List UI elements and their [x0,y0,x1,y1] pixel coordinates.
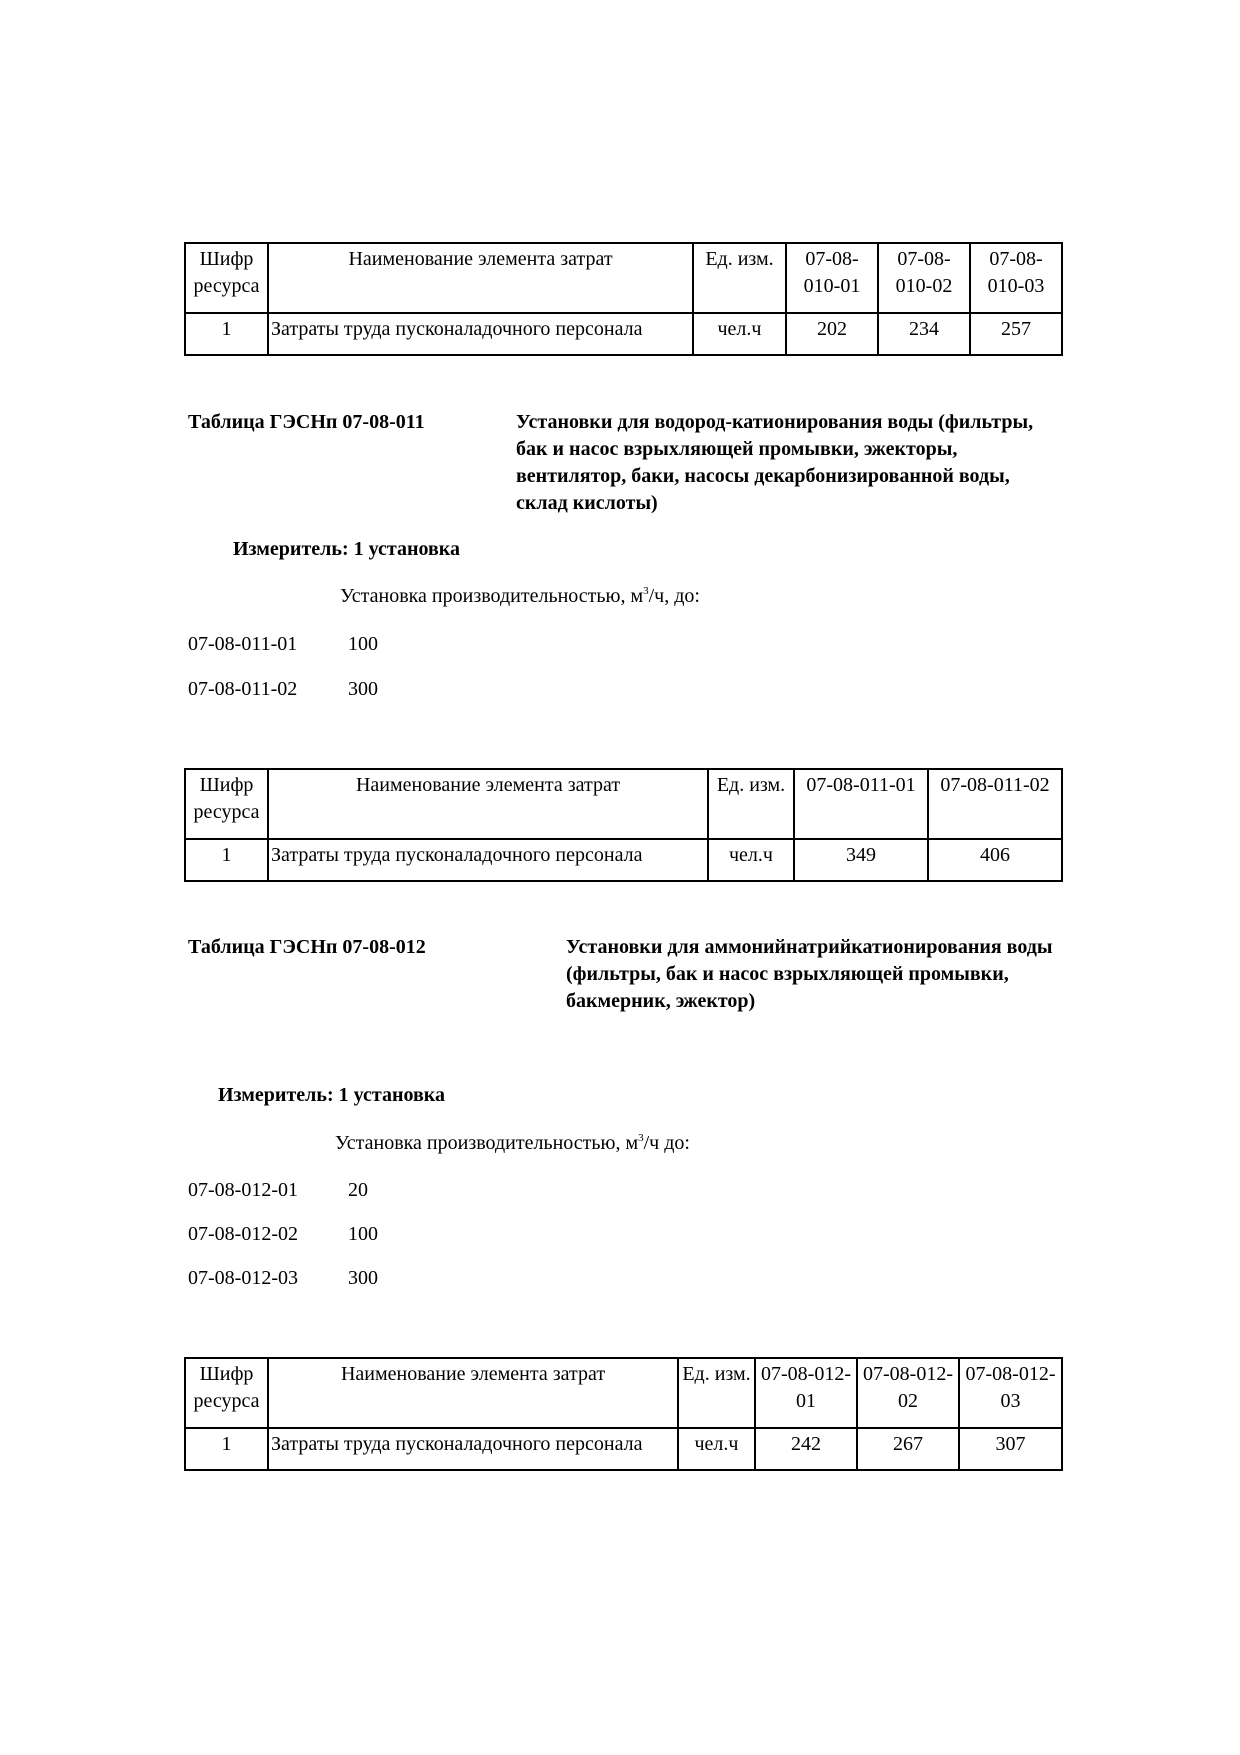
cell-value: 307 [959,1428,1062,1470]
cell-value: 202 [786,313,878,355]
cell-cost-element: Затраты труда пусконаладочного персонала [268,313,693,355]
table-row [185,313,1062,355]
header-code-column: 07-08-012-03 [959,1358,1062,1428]
header-code-column: 07-08-012-02 [857,1358,959,1428]
table-header-row [185,1358,1062,1428]
cell-value: 242 [755,1428,857,1470]
code-number: 07-08-012-02 [188,1223,298,1245]
table-header-row [185,769,1062,839]
code-number: 07-08-011-02 [188,678,298,700]
cell-value: 267 [857,1428,959,1470]
cost-table-07-08-011 [184,768,1063,882]
code-number: 07-08-011-01 [188,633,298,655]
cell-value: 234 [878,313,970,355]
code-list-item [188,1221,378,1248]
cell-cost-element: Затраты труда пусконаладочного персонала [268,1428,678,1470]
table-label-07-08-011: Таблица ГЭСНп 07-08-011 [188,411,425,433]
header-unit: Ед. изм. [678,1358,755,1428]
table-title-07-08-011: Установки для водород-катионирования воды (фильтры, бак и насос взрыхляющей промывки, эжекторы, вентилятор, баки, насосы декарбонизированной воды, склад кислоты) [516,411,1034,514]
capacity-subtitle: Установка производительностью, $м^3/ч$ до: [335,1132,690,1154]
code-list-item [188,1265,378,1292]
code-capacity-value: 20 [348,1179,368,1201]
cell-unit: чел.ч [678,1428,755,1470]
header-unit: Ед. изм. [708,769,794,839]
capacity-subtitle: Установка производительностью, $м^3/ч$, до: [340,585,700,607]
cell-unit: чел.ч [693,313,786,355]
table-label-07-08-012: Таблица ГЭСНп 07-08-012 [188,936,426,958]
header-code-column: 07-08-012-01 [755,1358,857,1428]
header-code-column: 07-08-011-02 [928,769,1062,839]
cell-resource-code: 1 [185,313,268,355]
code-number: 07-08-012-03 [188,1267,298,1289]
code-number: 07-08-012-01 [188,1179,298,1201]
code-capacity-value: 100 [348,633,378,655]
header-cost-element: Наименование элемента затрат [268,243,693,313]
header-code-column: 07-08-010-02 [878,243,970,313]
header-resource-code: Шифр ресурса [185,769,268,839]
cell-value: 349 [794,839,928,881]
header-cost-element: Наименование элемента затрат [268,769,708,839]
cell-value: 406 [928,839,1062,881]
header-resource-code: Шифр ресурса [185,243,268,313]
header-resource-code: Шифр ресурса [185,1358,268,1428]
table-row [185,1428,1062,1470]
header-code-column: 07-08-010-01 [786,243,878,313]
cell-cost-element: Затраты труда пусконаладочного персонала [268,839,708,881]
table-header-row [185,243,1062,313]
code-list-item [188,1177,368,1204]
header-unit: Ед. изм. [693,243,786,313]
cost-table-07-08-010 [184,242,1063,356]
code-capacity-value: 100 [348,1223,378,1245]
header-code-column: 07-08-010-03 [970,243,1062,313]
table-title-07-08-012: Установки для аммонийнатрийкатионирования воды (фильтры, бак и насос взрыхляющей промывки, бакмерник, эжектор) [566,936,1053,1012]
cell-resource-code: 1 [185,839,268,881]
code-capacity-value: 300 [348,678,378,700]
cell-unit: чел.ч [708,839,794,881]
cost-table-07-08-012 [184,1357,1063,1471]
code-capacity-value: 300 [348,1267,378,1289]
code-list-item [188,676,378,703]
cell-resource-code: 1 [185,1428,268,1470]
header-cost-element: Наименование элемента затрат [268,1358,678,1428]
table-row [185,839,1062,881]
meter-label: Измеритель: 1 установка [218,1084,445,1106]
cell-value: 257 [970,313,1062,355]
code-list-item [188,631,378,658]
header-code-column: 07-08-011-01 [794,769,928,839]
meter-label: Измеритель: 1 установка [233,538,460,560]
